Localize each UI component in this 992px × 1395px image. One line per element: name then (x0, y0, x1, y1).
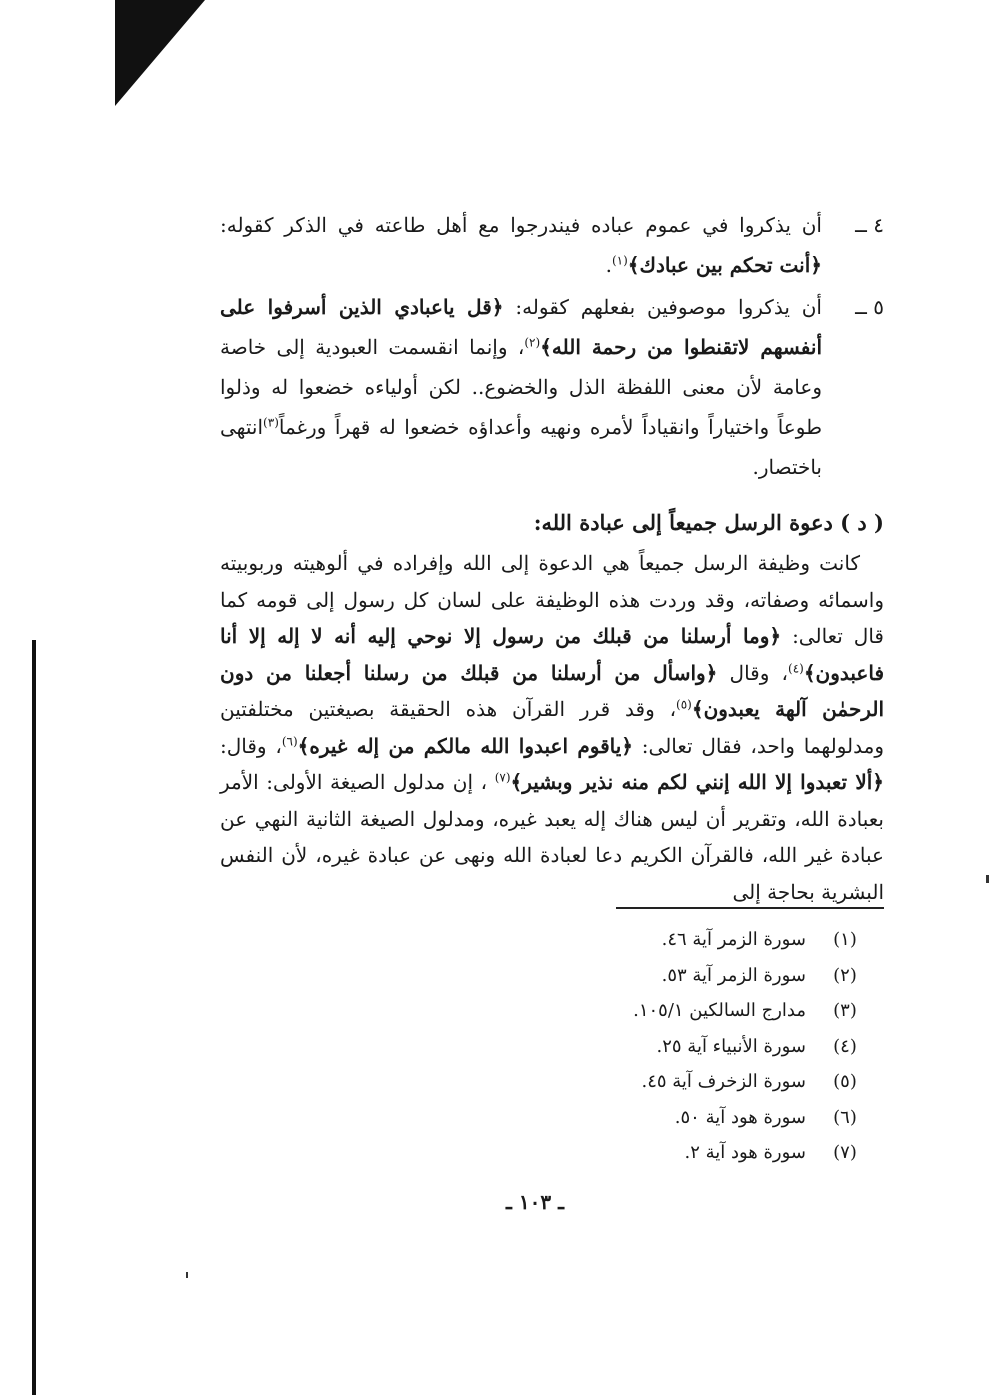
binding-edge-shadow (32, 640, 36, 1395)
footnote-text: سورة هود آية ٥٠. (674, 1106, 806, 1128)
footnote-reference: (٤) (788, 660, 804, 675)
footnote-number: (١) (833, 929, 857, 950)
footnote-number: (٣) (833, 1000, 857, 1021)
section-heading: ( د ) دعوة الرسل جميعاً إلى عبادة الله: (533, 510, 884, 535)
footnote-reference: (٦) (281, 733, 298, 748)
page-number: ـ ١٠٣ ـ (506, 1190, 564, 1214)
list-item-text-part: أن يذكروا موصوفين بفعلهم كقوله: (503, 295, 822, 319)
list-item (220, 205, 884, 285)
body-paragraph (220, 545, 884, 910)
footnote (400, 1100, 884, 1136)
list-item-text-part: ، وإنما انقسمت العبودية إلى خاصة وعامة لأن معنى اللفظة الذل والخضوع.. لكن أولياءه خضعوا له وذلوا طوعاً واختياراً وانقياداً لأمره ونهيه وأعداؤه خضعوا له قهراً ورغماً (220, 335, 822, 439)
paragraph-text: ، وقد قرر القرآن هذه الحقيقة بصيغتين مختلفتين ومدلولهما واحد، فقال تعالى: (220, 697, 884, 758)
list-item-text-part: انتهى باختصار. (220, 415, 822, 479)
footnote (400, 1029, 884, 1065)
list-item-number: ٤ ــ (855, 213, 884, 237)
footnote-reference: (٥) (676, 697, 692, 712)
footnote-number: (٦) (833, 1106, 857, 1128)
corner-scan-mark (115, 0, 205, 106)
quran-verse: ﴿أنت تحكم بين عبادك﴾ (627, 253, 822, 277)
footnote-reference: (٢) (524, 335, 541, 350)
footnote-number: (٥) (833, 1071, 857, 1092)
footnote-text: سورة الزمر آية ٤٦. (661, 929, 806, 950)
footnote-text: سورة الزخرف آية ٤٥. (641, 1071, 806, 1092)
footnote (400, 1135, 884, 1171)
numbered-list (220, 205, 884, 487)
footnote-number: (٢) (833, 964, 857, 986)
paragraph-text: ، وقال: (220, 733, 282, 758)
quran-verse: ﴿قل ياعبادي الذين أسرفوا على أنفسهم لاتقنطوا من رحمة الله﴾ (220, 295, 823, 359)
footnote (400, 922, 884, 958)
footnote (400, 958, 884, 994)
stray-mark-right (986, 875, 989, 883)
quran-verse: ﴿ياقوم اعبدوا الله مالكم من إله غيره﴾ (297, 733, 634, 758)
list-item-number: ٥ ــ (855, 295, 884, 319)
list-item-text (220, 205, 822, 285)
stray-mark-bottom (186, 1272, 188, 1278)
list-item (220, 287, 884, 487)
list-item-text-part: . (605, 253, 612, 277)
footnote-divider (616, 907, 884, 909)
paragraph-text: ، وقال (717, 660, 788, 685)
footnote-text: سورة الأنبياء آية ٢٥. (656, 1035, 806, 1057)
list-item-text-part: أن يذكروا في عموم عباده فيندرجوا مع أهل طاعته في الذكر كقوله: (220, 213, 822, 237)
quran-verse: ﴿وما أرسلنا من قبلك من رسول إلا نوحي إليه أنه لا إله إلا أنا فاعبدون﴾ (220, 624, 885, 685)
quran-verse: ﴿ألا تعبدوا إلا الله إنني لكم منه نذير وبشير﴾ (510, 770, 885, 794)
quran-verse: ﴿واسأل من أرسلنا من قبلك من رسلنا أجعلنا من دون الرحمٰن آلهة يعبدون﴾ (220, 660, 884, 721)
footnote (400, 993, 884, 1029)
footnote-reference: (٣) (263, 415, 279, 430)
footnote-reference: (٧) (494, 770, 511, 785)
list-item-text (220, 287, 822, 487)
footnote (400, 1064, 884, 1100)
footnote-number: (٧) (833, 1142, 857, 1163)
footnote-text: سورة الزمر آية ٥٣. (661, 964, 806, 986)
paragraph-text: كانت وظيفة الرسل جميعاً هي الدعوة إلى الله وإفراده في ألوهيته وربوبيته واسمائه وصفاته، وقد وردت هذه الوظيفة على لسان كل رسول إلى قومه كما قال تعالى: (220, 551, 884, 648)
footnotes-list (400, 922, 884, 1171)
footnote-text: سورة هود آية ٢. (684, 1142, 806, 1163)
footnote-reference: (١) (611, 253, 628, 268)
footnote-text: مدارج السالكين ١٠٥/١. (633, 1000, 806, 1021)
footnote-number: (٤) (833, 1035, 857, 1057)
paragraph-text: ، إن مدلول الصيغة الأولى: الأمر بعبادة الله، وتقرير أن ليس هناك إله يعبد غيره، ومدلول الصيغة الثانية النهي عن عبادة غير الله، فالقرآن الكريم دعا لعبادة الله ونهى عن عبادة غيره، لأن النفس البشرية بحاجة إلى (220, 770, 884, 904)
